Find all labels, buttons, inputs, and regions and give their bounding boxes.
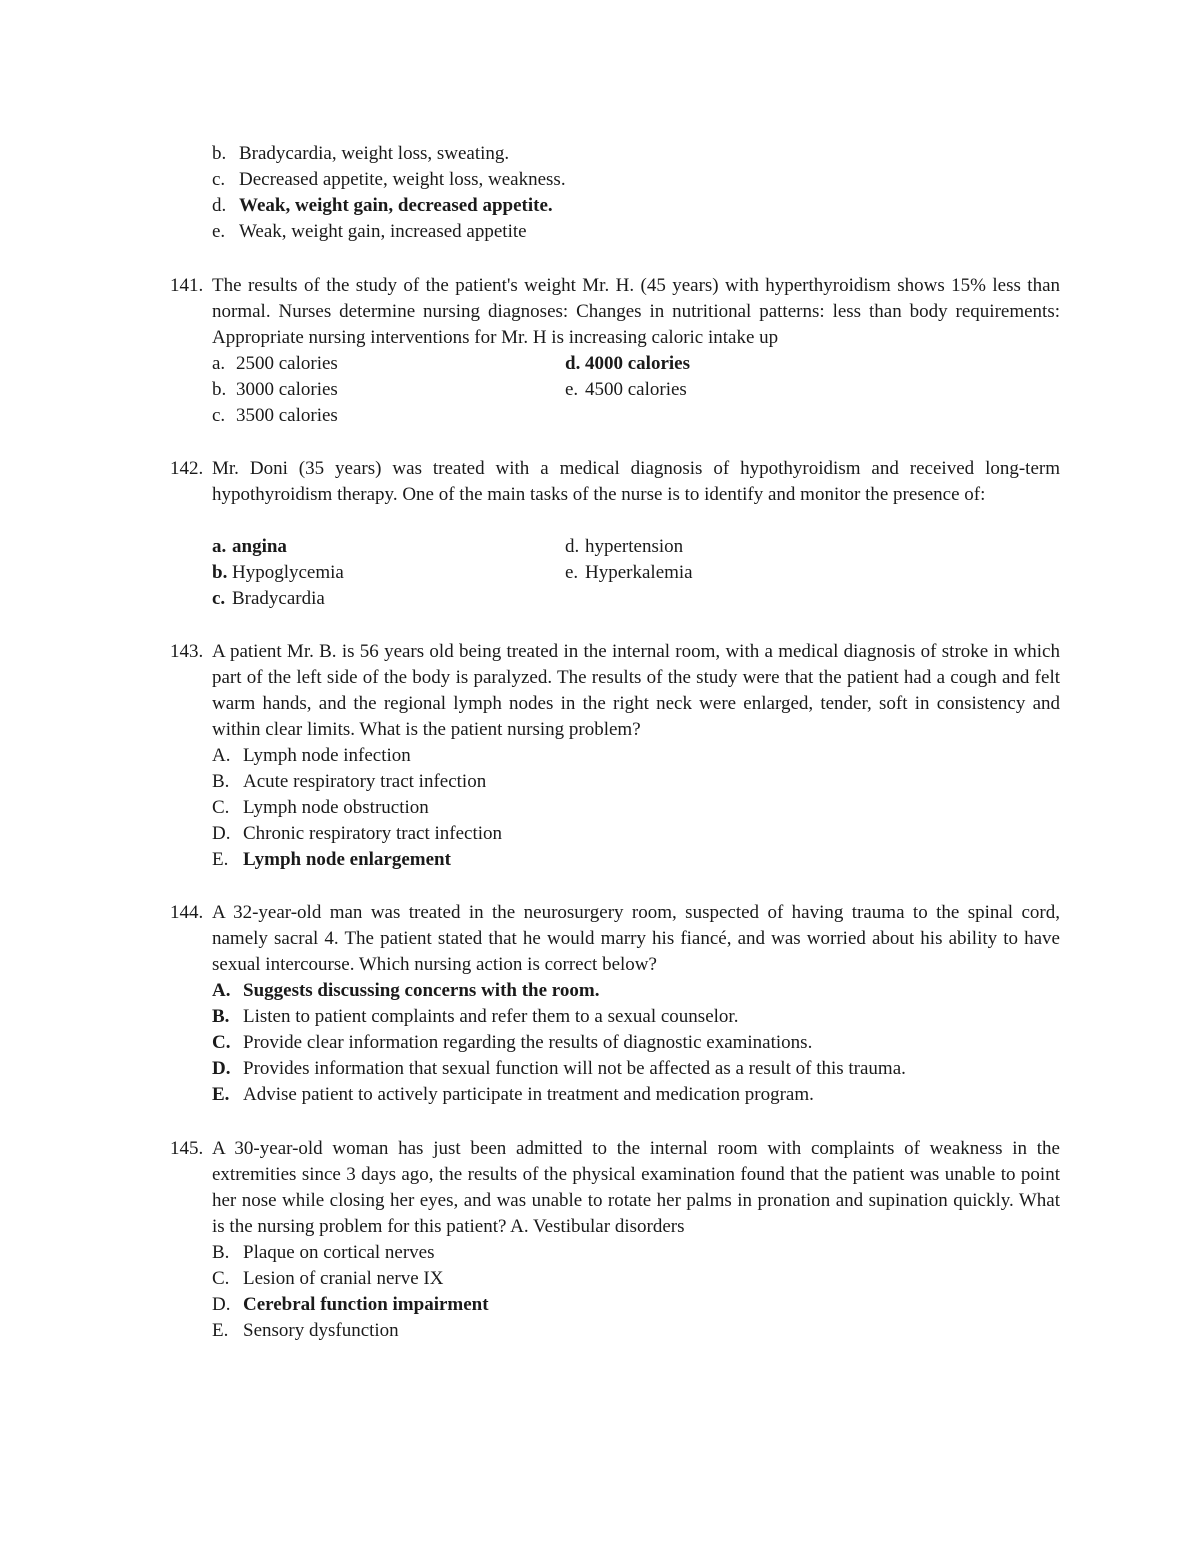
q143-option-a [212,743,411,769]
q140-option-d-answer [212,193,553,219]
option-text: Advise patient to actively participate in treatment and medication program. [243,1084,814,1105]
option-letter: d. [212,195,227,216]
q145-option-b [212,1240,435,1266]
option-letter: e. [565,379,579,400]
q142-option-e [565,560,693,586]
q144-number: 144. [170,902,204,923]
option-text: 3500 calories [236,405,338,426]
option-text: 2500 calories [236,353,338,374]
option-text: 4000 calories [585,353,691,374]
option-text: Lymph node obstruction [243,797,429,818]
option-text: Hypoglycemia [232,562,344,583]
option-letter: d. [565,353,581,374]
option-letter: B. [212,1006,230,1027]
option-letter: c. [212,588,226,609]
option-text: Bradycardia, weight loss, sweating. [239,143,510,164]
option-text: Hyperkalemia [585,562,693,583]
option-letter: c. [212,169,226,190]
q144-option-a-answer [212,978,599,1004]
q144-option-e [212,1082,814,1108]
option-text: Lymph node infection [243,745,411,766]
option-letter: C. [212,1032,231,1053]
q141-option-d-answer [565,351,690,377]
q142-option-d [565,534,683,560]
q144-option-c [212,1030,812,1056]
option-letter: B. [212,771,230,792]
option-text: angina [232,536,287,557]
option-text: Provides information that sexual function will not be affected as a result of this trauma. [243,1058,906,1079]
q143-number: 143. [170,641,204,662]
option-letter: a. [212,353,226,374]
option-text: hypertension [585,536,684,557]
option-text: Suggests discussing concerns with the room. [243,980,600,1001]
option-letter: A. [212,980,231,1001]
q145-option-e [212,1318,399,1344]
q143-option-d [212,821,502,847]
option-letter: B. [212,1242,230,1263]
option-letter: a. [212,536,227,557]
q142-text: Mr. Doni (35 years) was treated with a medical diagnosis of hypothyroidism and received long-term hypothyroidism therapy. One of the main tasks of the nurse is to identify and monitor the presence of: [212,458,1060,505]
option-text: Acute respiratory tract infection [243,771,487,792]
q143-option-e-answer [212,847,451,873]
q144-option-b [212,1004,738,1030]
option-text: Lymph node enlargement [243,849,451,870]
q143-text: A patient Mr. B. is 56 years old being treated in the internal room, with a medical diagnosis of stroke in which part of the left side of the body is paralyzed. The results of the study were that the patient had a cough and felt warm hands, and the regional lymph nodes in the right neck were enlarged, tender, soft in consistency and within clear limits. What is the patient nursing problem? [212,641,1060,740]
option-letter: D. [212,1058,231,1079]
option-letter: E. [212,1084,230,1105]
option-letter: C. [212,797,230,818]
option-text: Weak, weight gain, increased appetite [239,221,527,242]
option-letter: D. [212,823,231,844]
option-text: Bradycardia [232,588,325,609]
option-text: Provide clear information regarding the results of diagnostic examinations. [243,1032,813,1053]
option-text: 4500 calories [585,379,687,400]
q142-option-b [212,560,344,586]
q143-option-c [212,795,429,821]
option-letter: b. [212,143,227,164]
option-letter: b. [212,379,227,400]
q144-option-d [212,1056,906,1082]
q143-option-b [212,769,486,795]
option-letter: d. [565,536,580,557]
q142-option-c [212,586,325,612]
option-text: Weak, weight gain, decreased appetite. [239,195,553,216]
option-text: 3000 calories [236,379,338,400]
q141-text: The results of the study of the patient's weight Mr. H. (45 years) with hyperthyroidism shows 15% less than normal. Nurses determine nursing diagnoses: Changes in nutritional patterns: less than body requirements: Appropriate nursing interventions for Mr. H is increasing caloric intake up [212,275,1060,348]
option-letter: E. [212,849,229,870]
option-letter: E. [212,1320,229,1341]
q141-option-b [212,377,338,403]
option-text: Cerebral function impairment [243,1294,489,1315]
option-letter: C. [212,1268,230,1289]
q145-option-d-answer [212,1292,489,1318]
option-letter: e. [212,221,226,242]
q140-option-e [212,219,527,245]
q140-option-c [212,167,566,193]
q140-option-b [212,141,509,167]
q141-option-c [212,403,338,429]
q141-option-a [212,351,338,377]
q142-number: 142. [170,458,204,479]
option-text: Plaque on cortical nerves [243,1242,435,1263]
option-letter: b. [212,562,228,583]
q145-text: A 30-year-old woman has just been admitted to the internal room with complaints of weakness in the extremities since 3 days ago, the results of the physical examination found that the patient was unable to point her nose while closing her eyes, and was unable to rotate her palms in pronation and supination quickly. What is the nursing problem for this patient? A. Vestibular disorders [212,1138,1060,1237]
option-text: Decreased appetite, weight loss, weakness. [239,169,566,190]
option-text: Lesion of cranial nerve IX [243,1268,444,1289]
option-letter: A. [212,745,231,766]
q145-number: 145. [170,1138,204,1159]
option-text: Listen to patient complaints and refer them to a sexual counselor. [243,1006,739,1027]
q141-number: 141. [170,275,204,296]
option-letter: D. [212,1294,231,1315]
q144-text: A 32-year-old man was treated in the neurosurgery room, suspected of having trauma to the spinal cord, namely sacral 4. The patient stated that he would marry his fiancé, and was worried about his ability to have sexual intercourse. Which nursing action is correct below? [212,902,1060,975]
option-text: Sensory dysfunction [243,1320,399,1341]
q141-option-e [565,377,687,403]
option-text: Chronic respiratory tract infection [243,823,503,844]
q142-option-a-answer [212,534,287,560]
q145-option-c [212,1266,443,1292]
option-letter: e. [565,562,579,583]
option-letter: c. [212,405,226,426]
